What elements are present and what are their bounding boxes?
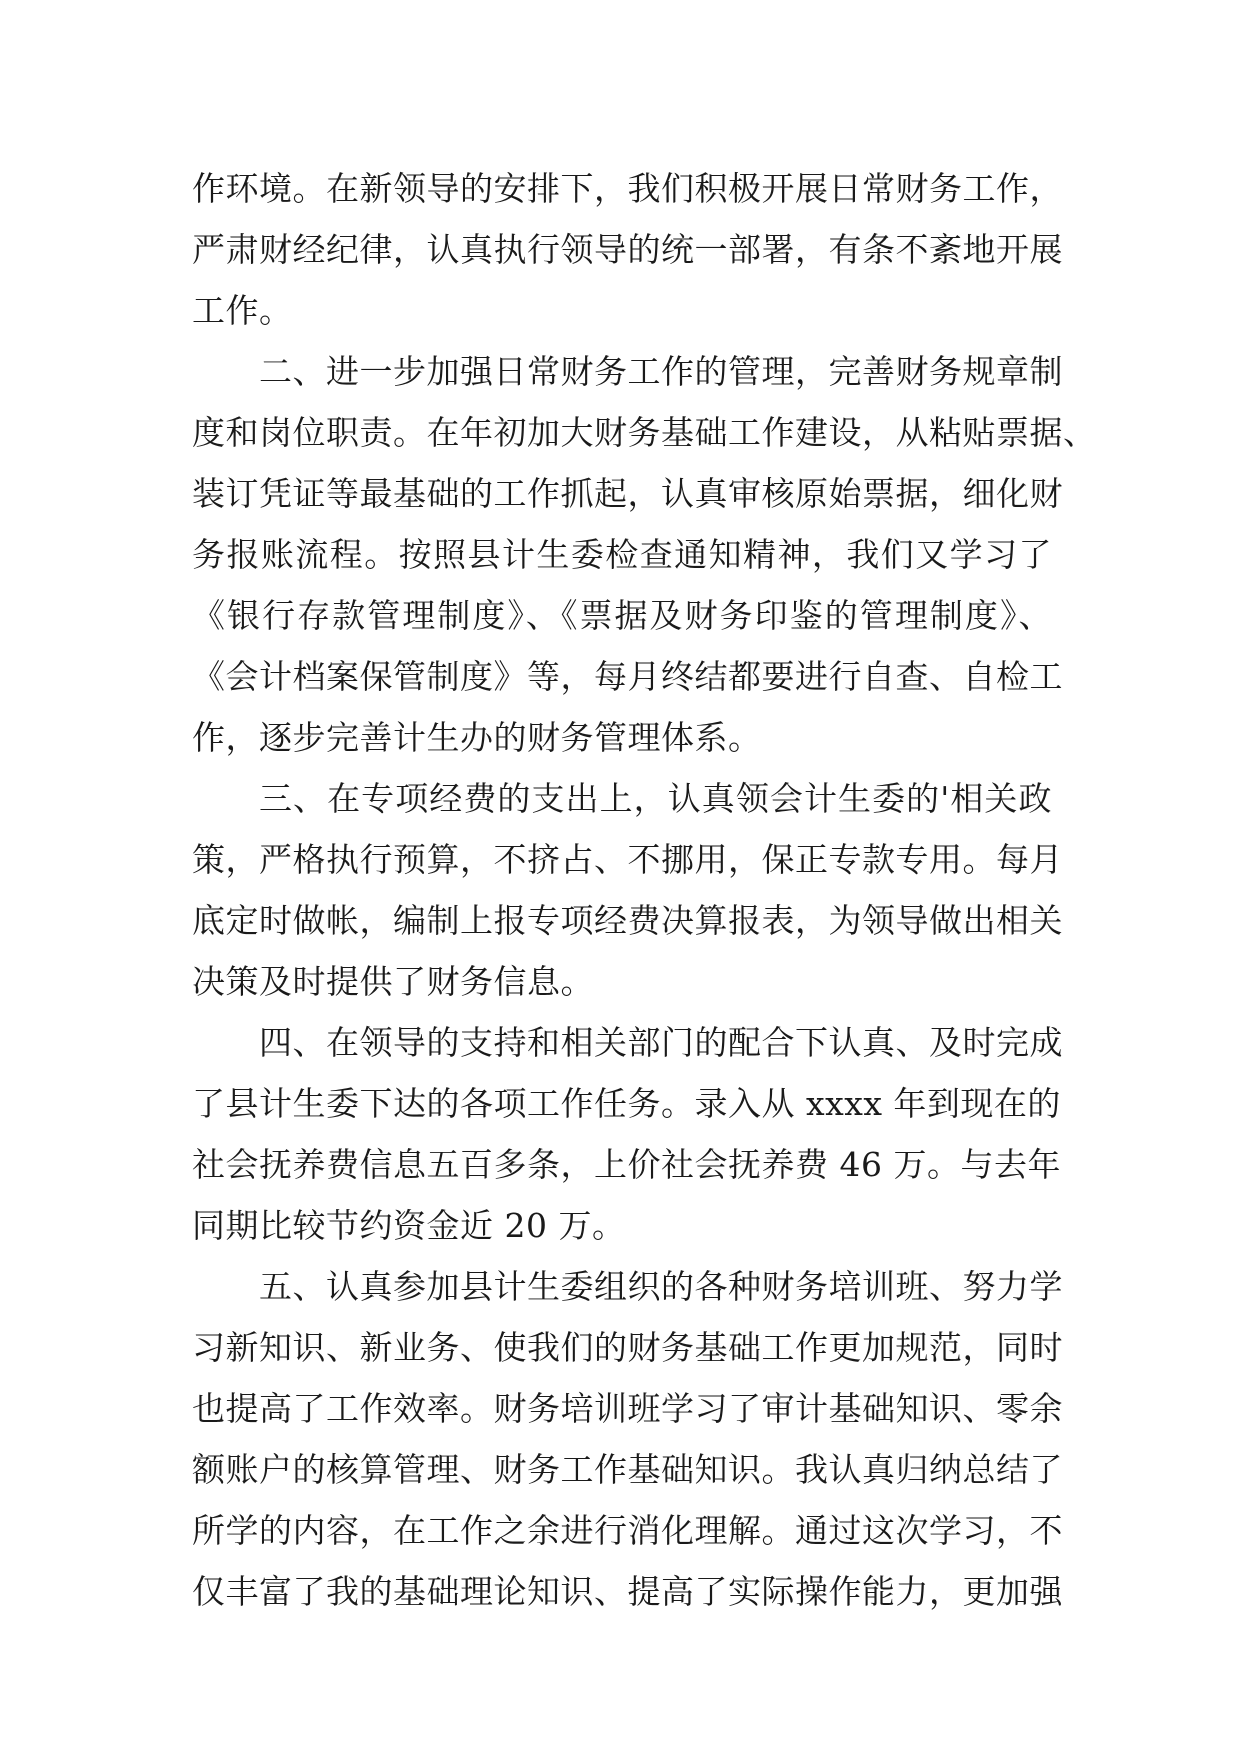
text-line: 严肃财经纪律，认真执行领导的统一部署，有条不紊地开展 — [192, 230, 1063, 269]
paragraph-start-line: 二、进一步加强日常财务工作的管理，完善财务规章制 — [259, 352, 1063, 391]
paragraph-start-line: 五、认真参加县计生委组织的各种财务培训班、努力学 — [259, 1267, 1063, 1306]
text-line: 也提高了工作效率。财务培训班学习了审计基础知识、零余 — [192, 1389, 1063, 1428]
text-line: 作，逐步完善计生办的财务管理体系。 — [192, 718, 762, 757]
text-line: 策，严格执行预算，不挤占、不挪用，保正专款专用。每月 — [192, 840, 1063, 879]
text-line: 额账户的核算管理、财务工作基础知识。我认真归纳总结了 — [192, 1450, 1063, 1489]
text-line: 决策及时提供了财务信息。 — [192, 962, 594, 1001]
text-line: 务报账流程。按照县计生委检查通知精神，我们又学习了 — [192, 535, 1052, 574]
text-line: 底定时做帐，编制上报专项经费决算报表，为领导做出相关 — [192, 901, 1063, 940]
text-line: 社会抚养费信息五百多条，上价社会抚养费 46 万。与去年 — [192, 1145, 1061, 1184]
text-line: 了县计生委下达的各项工作任务。录入从 xxxx 年到现在的 — [192, 1084, 1061, 1123]
text-line: 《会计档案保管制度》等，每月终结都要进行自查、自检工 — [192, 657, 1063, 696]
text-line: 同期比较节约资金近 20 万。 — [192, 1206, 626, 1245]
document-body — [192, 158, 1097, 1622]
text-line: 习新知识、新业务、使我们的财务基础工作更加规范，同时 — [192, 1328, 1063, 1367]
text-line: 作环境。在新领导的安排下，我们积极开展日常财务工作， — [192, 169, 1063, 208]
text-line: 所学的内容，在工作之余进行消化理解。通过这次学习，不 — [192, 1511, 1063, 1550]
paragraph-start-line: 四、在领导的支持和相关部门的配合下认真、及时完成 — [259, 1023, 1063, 1062]
text-line: 装订凭证等最基础的工作抓起，认真审核原始票据，细化财 — [192, 474, 1063, 513]
text-line: 仅丰富了我的基础理论知识、提高了实际操作能力，更加强 — [192, 1572, 1063, 1611]
text-line: 工作。 — [192, 291, 293, 330]
text-line: 《银行存款管理制度》、《票据及财务印鉴的管理制度》、 — [192, 596, 1052, 635]
paragraph-start-line: 三、在专项经费的支出上，认真领会计生委的'相关政 — [259, 779, 1052, 818]
text-line: 度和岗位职责。在年初加大财务基础工作建设，从粘贴票据、 — [192, 413, 1097, 452]
